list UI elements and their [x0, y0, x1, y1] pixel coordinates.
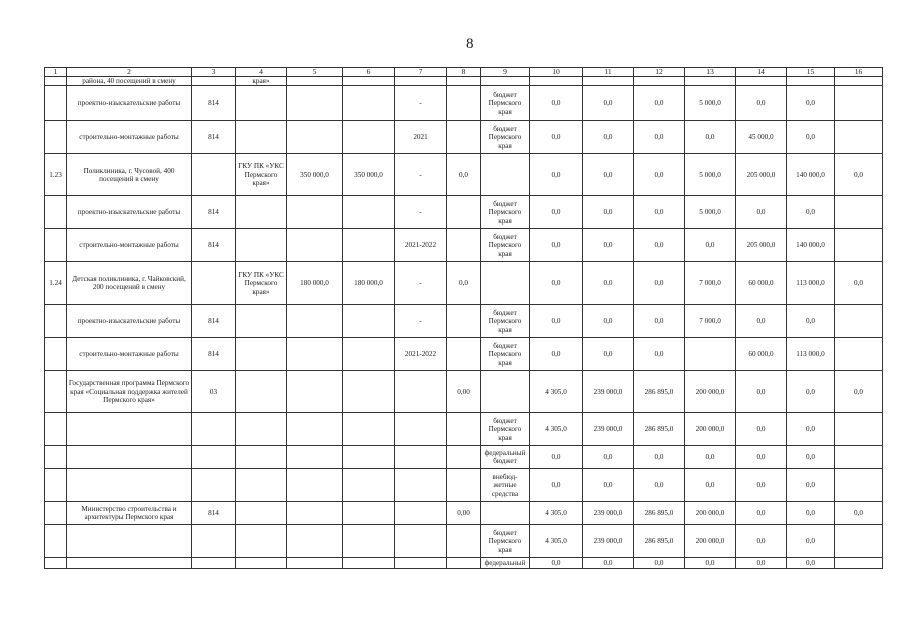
- table-cell: [447, 558, 481, 569]
- column-header: 13: [685, 68, 736, 77]
- table-cell: [343, 525, 395, 558]
- table-row: [45, 154, 883, 196]
- table-cell: [236, 469, 287, 502]
- table-cell: [685, 77, 736, 86]
- table-cell: [395, 525, 447, 558]
- table-cell: 140 000,0: [787, 154, 835, 196]
- table-cell: [343, 446, 395, 469]
- column-header: 11: [583, 68, 634, 77]
- table-cell: 0,0: [787, 86, 835, 121]
- table-cell: 0,0: [634, 469, 685, 502]
- table-cell: [236, 558, 287, 569]
- table-cell: 0,0: [634, 154, 685, 196]
- table-cell: 0,0: [736, 446, 787, 469]
- table-cell: [530, 77, 583, 86]
- table-cell: -: [395, 196, 447, 229]
- column-header: 5: [287, 68, 343, 77]
- table-row: [45, 525, 883, 558]
- table-cell: [45, 558, 67, 569]
- table-cell: 0,0: [447, 154, 481, 196]
- table-cell: 0,0: [736, 305, 787, 338]
- row-name-cell: строительно-монтажные работы: [67, 121, 192, 154]
- table-cell: 814: [192, 121, 236, 154]
- table-cell: 0,0: [530, 86, 583, 121]
- table-cell: 814: [192, 229, 236, 262]
- table-row: [45, 469, 883, 502]
- table-cell: [395, 469, 447, 502]
- row-name-cell: проектно-изыскательские работы: [67, 196, 192, 229]
- table-cell: 0,0: [787, 305, 835, 338]
- table-cell: 0,0: [736, 558, 787, 569]
- table-cell: 0,0: [583, 446, 634, 469]
- table-cell: [447, 86, 481, 121]
- table-row: [45, 371, 883, 413]
- row-name-cell: строительно-монтажные работы: [67, 229, 192, 262]
- table-cell: 239 000,0: [583, 371, 634, 413]
- table-cell: федеральный бюджет: [481, 446, 530, 469]
- table-cell: 60 000,0: [736, 262, 787, 305]
- table-cell: 0,0: [634, 196, 685, 229]
- table-cell: 1.24: [45, 262, 67, 305]
- table-cell: [343, 77, 395, 86]
- column-header-row: [45, 68, 883, 77]
- table-cell: 814: [192, 338, 236, 371]
- table-cell: 0,0: [736, 469, 787, 502]
- table-cell: 200 000,0: [685, 413, 736, 446]
- table-cell: [343, 469, 395, 502]
- table-cell: бюджет Пермского края: [481, 229, 530, 262]
- table-cell: 205 000,0: [736, 154, 787, 196]
- table-cell: 5 000,0: [685, 196, 736, 229]
- table-cell: 286 895,0: [634, 371, 685, 413]
- table-cell: 0,00: [447, 502, 481, 525]
- table-cell: [447, 338, 481, 371]
- table-cell: [287, 502, 343, 525]
- table-cell: [835, 446, 883, 469]
- table-cell: [287, 196, 343, 229]
- table-cell: [343, 371, 395, 413]
- table-cell: [343, 338, 395, 371]
- table-cell: 205 000,0: [736, 229, 787, 262]
- table-cell: бюджет Пермского края: [481, 196, 530, 229]
- table-cell: 0,0: [685, 558, 736, 569]
- table-cell: 0,0: [634, 121, 685, 154]
- table-cell: [447, 525, 481, 558]
- table-cell: бюджет Пермского края: [481, 338, 530, 371]
- table-cell: [343, 229, 395, 262]
- table-row: [45, 413, 883, 446]
- row-name-cell: [67, 525, 192, 558]
- table-cell: 0,0: [583, 154, 634, 196]
- table-cell: 0,0: [583, 469, 634, 502]
- table-cell: 350 000,0: [287, 154, 343, 196]
- table-cell: [287, 469, 343, 502]
- table-cell: [236, 196, 287, 229]
- table-cell: [236, 86, 287, 121]
- table-cell: 200 000,0: [685, 371, 736, 413]
- table-cell: 286 895,0: [634, 413, 685, 446]
- table-cell: [287, 77, 343, 86]
- table-cell: [787, 77, 835, 86]
- table-cell: [287, 413, 343, 446]
- table-cell: [192, 469, 236, 502]
- table-cell: [236, 446, 287, 469]
- table-cell: [236, 229, 287, 262]
- table-cell: [45, 305, 67, 338]
- column-header: 6: [343, 68, 395, 77]
- row-name-cell: [67, 558, 192, 569]
- table-cell: [287, 305, 343, 338]
- table-row: [45, 121, 883, 154]
- row-name-cell: [67, 469, 192, 502]
- table-cell: [447, 469, 481, 502]
- table-cell: 0,0: [736, 413, 787, 446]
- row-name-cell: [67, 446, 192, 469]
- table-cell: 180 000,0: [343, 262, 395, 305]
- table-cell: 0,0: [634, 338, 685, 371]
- table-cell: 2021-2022: [395, 338, 447, 371]
- table-cell: [343, 196, 395, 229]
- table-cell: [45, 446, 67, 469]
- table-cell: 113 000,0: [787, 262, 835, 305]
- table-row: [45, 229, 883, 262]
- table-cell: 7 000,0: [685, 305, 736, 338]
- table-cell: [236, 305, 287, 338]
- table-cell: [192, 77, 236, 86]
- row-name-cell: Министерство строительства и архитектуры Пермского края: [67, 502, 192, 525]
- table-cell: [287, 371, 343, 413]
- table-cell: [447, 229, 481, 262]
- row-name-cell: Государственная программа Пермского края «Социальная поддержка жителей Пермского края»: [67, 371, 192, 413]
- table-cell: [45, 469, 67, 502]
- table-body: [45, 68, 883, 569]
- table-cell: 0,0: [685, 121, 736, 154]
- table-cell: [287, 558, 343, 569]
- table-cell: 0,0: [835, 371, 883, 413]
- table-cell: 03: [192, 371, 236, 413]
- table-cell: [835, 196, 883, 229]
- column-header: 2: [67, 68, 192, 77]
- table-cell: 7 000,0: [685, 262, 736, 305]
- table-row: [45, 262, 883, 305]
- table-cell: 0,0: [835, 262, 883, 305]
- table-cell: [395, 413, 447, 446]
- table-cell: 0,0: [634, 229, 685, 262]
- table-cell: [236, 502, 287, 525]
- table-cell: 0,0: [634, 262, 685, 305]
- table-cell: 0,0: [736, 502, 787, 525]
- row-name-cell: строительно-монтажные работы: [67, 338, 192, 371]
- table-cell: 0,0: [530, 196, 583, 229]
- table-cell: 0,0: [787, 469, 835, 502]
- table-cell: 0,0: [583, 305, 634, 338]
- table-cell: бюджет Пермского края: [481, 121, 530, 154]
- table-cell: [45, 371, 67, 413]
- table-cell: 0,0: [530, 121, 583, 154]
- table-cell: 0,0: [634, 558, 685, 569]
- table-cell: 286 895,0: [634, 502, 685, 525]
- table-cell: 0,0: [583, 229, 634, 262]
- table-cell: 5 000,0: [685, 86, 736, 121]
- table-cell: 0,0: [787, 413, 835, 446]
- table-cell: 2021-2022: [395, 229, 447, 262]
- table-cell: 1.23: [45, 154, 67, 196]
- table-cell: -: [395, 305, 447, 338]
- table-cell: 0,0: [530, 338, 583, 371]
- table-row: [45, 338, 883, 371]
- table-cell: [583, 77, 634, 86]
- table-cell: [447, 305, 481, 338]
- table-cell: 0,0: [835, 154, 883, 196]
- table-cell: [45, 502, 67, 525]
- table-cell: 200 000,0: [685, 502, 736, 525]
- table-cell: [343, 305, 395, 338]
- table-cell: 0,0: [634, 305, 685, 338]
- table-cell: [343, 121, 395, 154]
- table-cell: 0,0: [583, 196, 634, 229]
- table-cell: бюджет Пермского края: [481, 86, 530, 121]
- table-cell: 239 000,0: [583, 502, 634, 525]
- table-cell: [192, 154, 236, 196]
- table-cell: [343, 502, 395, 525]
- row-name-cell: района, 40 посещений в смену: [67, 77, 192, 86]
- table-cell: [236, 371, 287, 413]
- table-cell: [287, 229, 343, 262]
- table-cell: 4 305,0: [530, 371, 583, 413]
- table-cell: [45, 229, 67, 262]
- table-cell: 0,0: [736, 371, 787, 413]
- table-cell: [45, 77, 67, 86]
- table-cell: [395, 502, 447, 525]
- table-row: [45, 502, 883, 525]
- table-cell: [835, 469, 883, 502]
- table-cell: 113 000,0: [787, 338, 835, 371]
- table-cell: [447, 446, 481, 469]
- table-cell: [447, 413, 481, 446]
- table-cell: [236, 338, 287, 371]
- table-cell: 0,0: [530, 229, 583, 262]
- table-cell: [634, 77, 685, 86]
- table-cell: 814: [192, 502, 236, 525]
- table-cell: 0,0: [736, 86, 787, 121]
- row-name-cell: проектно-изыскательские работы: [67, 305, 192, 338]
- table-cell: 0,0: [583, 558, 634, 569]
- table-cell: 0,0: [736, 196, 787, 229]
- table-cell: [45, 525, 67, 558]
- table-cell: -: [395, 154, 447, 196]
- table-cell: 0,0: [530, 305, 583, 338]
- table-cell: ГКУ ПК «УКС Пермского края»: [236, 262, 287, 305]
- table-cell: [835, 229, 883, 262]
- table-cell: [45, 121, 67, 154]
- table-cell: [447, 121, 481, 154]
- table-cell: [45, 338, 67, 371]
- table-row: [45, 305, 883, 338]
- table-cell: 0,0: [787, 371, 835, 413]
- table-cell: 0,0: [583, 86, 634, 121]
- column-header: 3: [192, 68, 236, 77]
- table-cell: -: [395, 86, 447, 121]
- table-cell: [287, 86, 343, 121]
- table-cell: 0,0: [835, 502, 883, 525]
- column-header: 7: [395, 68, 447, 77]
- table-cell: 4 305,0: [530, 525, 583, 558]
- table-cell: 350 000,0: [343, 154, 395, 196]
- table-cell: 814: [192, 196, 236, 229]
- column-header: 15: [787, 68, 835, 77]
- table-cell: [395, 371, 447, 413]
- table-cell: 0,0: [583, 338, 634, 371]
- table-cell: 0,0: [787, 558, 835, 569]
- table-row: [45, 77, 883, 86]
- table-cell: 140 000,0: [787, 229, 835, 262]
- table-cell: 0,00: [447, 371, 481, 413]
- table-cell: [481, 262, 530, 305]
- table-cell: 0,0: [447, 262, 481, 305]
- table-cell: [395, 558, 447, 569]
- table-cell: [45, 196, 67, 229]
- column-header: 12: [634, 68, 685, 77]
- table-cell: 0,0: [685, 229, 736, 262]
- table-cell: [192, 262, 236, 305]
- table-cell: 0,0: [530, 469, 583, 502]
- table-cell: [192, 558, 236, 569]
- table-cell: [835, 305, 883, 338]
- table-cell: [45, 413, 67, 446]
- table-cell: [192, 525, 236, 558]
- table-cell: 2021: [395, 121, 447, 154]
- table-cell: 180 000,0: [287, 262, 343, 305]
- table-cell: [192, 413, 236, 446]
- table-cell: 0,0: [583, 262, 634, 305]
- table-cell: 45 000,0: [736, 121, 787, 154]
- table-cell: 239 000,0: [583, 525, 634, 558]
- table-cell: 0,0: [736, 525, 787, 558]
- table-cell: 0,0: [787, 196, 835, 229]
- column-header: 4: [236, 68, 287, 77]
- table-cell: -: [395, 262, 447, 305]
- table-cell: [343, 86, 395, 121]
- table-cell: [835, 121, 883, 154]
- table-cell: [447, 196, 481, 229]
- table-cell: [835, 338, 883, 371]
- table-cell: [481, 154, 530, 196]
- budget-table: [44, 67, 883, 569]
- column-header: 10: [530, 68, 583, 77]
- table-cell: [287, 338, 343, 371]
- table-cell: [481, 371, 530, 413]
- row-name-cell: Поликлиника, г. Чусовой, 400 посещений в смену: [67, 154, 192, 196]
- column-header: 8: [447, 68, 481, 77]
- table-cell: [343, 413, 395, 446]
- table-cell: [835, 558, 883, 569]
- table-cell: 286 895,0: [634, 525, 685, 558]
- table-cell: [481, 502, 530, 525]
- table-row: [45, 558, 883, 569]
- table-cell: 0,0: [530, 154, 583, 196]
- table-cell: [45, 86, 67, 121]
- table-cell: края»: [236, 77, 287, 86]
- table-cell: 239 000,0: [583, 413, 634, 446]
- table-cell: [192, 446, 236, 469]
- table-cell: 200 000,0: [685, 525, 736, 558]
- table-cell: 0,0: [530, 558, 583, 569]
- table-cell: [481, 77, 530, 86]
- table-cell: 0,0: [634, 86, 685, 121]
- table-cell: 814: [192, 305, 236, 338]
- table-cell: 60 000,0: [736, 338, 787, 371]
- table-cell: 814: [192, 86, 236, 121]
- row-name-cell: Детская поликлиника, г. Чайковский, 200 посещений в смену: [67, 262, 192, 305]
- table-cell: бюджет Пермского края: [481, 413, 530, 446]
- table-cell: [236, 413, 287, 446]
- table-cell: [835, 77, 883, 86]
- table-cell: 4 305,0: [530, 413, 583, 446]
- table-cell: 0,0: [787, 446, 835, 469]
- table-cell: [236, 525, 287, 558]
- column-header: 16: [835, 68, 883, 77]
- table-cell: [685, 338, 736, 371]
- table-cell: [835, 525, 883, 558]
- table-cell: 0,0: [530, 262, 583, 305]
- table-cell: 0,0: [787, 502, 835, 525]
- table-cell: 0,0: [787, 121, 835, 154]
- table-cell: ГКУ ПК «УКС Пермского края»: [236, 154, 287, 196]
- table-cell: федеральный: [481, 558, 530, 569]
- table-cell: [287, 121, 343, 154]
- row-name-cell: [67, 413, 192, 446]
- table-cell: бюджет Пермского края: [481, 305, 530, 338]
- table-cell: 0,0: [583, 121, 634, 154]
- table-cell: 0,0: [685, 469, 736, 502]
- column-header: 14: [736, 68, 787, 77]
- table-row: [45, 196, 883, 229]
- column-header: 1: [45, 68, 67, 77]
- table-row: [45, 86, 883, 121]
- table-cell: [287, 525, 343, 558]
- table-cell: [287, 446, 343, 469]
- table-row: [45, 446, 883, 469]
- table-cell: [736, 77, 787, 86]
- table-cell: 5 000,0: [685, 154, 736, 196]
- table-cell: 0,0: [530, 446, 583, 469]
- table-cell: 0,0: [787, 525, 835, 558]
- table-cell: внебюд-жетные средства: [481, 469, 530, 502]
- column-header: 9: [481, 68, 530, 77]
- table-cell: 0,0: [685, 446, 736, 469]
- table-cell: [236, 121, 287, 154]
- table-cell: [395, 446, 447, 469]
- row-name-cell: проектно-изыскательские работы: [67, 86, 192, 121]
- table-cell: [835, 413, 883, 446]
- table-cell: [395, 77, 447, 86]
- table-cell: 4 305,0: [530, 502, 583, 525]
- table-cell: [835, 86, 883, 121]
- table-cell: [343, 558, 395, 569]
- table-cell: 0,0: [634, 446, 685, 469]
- page-number: 8: [466, 36, 474, 52]
- table-cell: бюджет Пермского края: [481, 525, 530, 558]
- table-cell: [447, 77, 481, 86]
